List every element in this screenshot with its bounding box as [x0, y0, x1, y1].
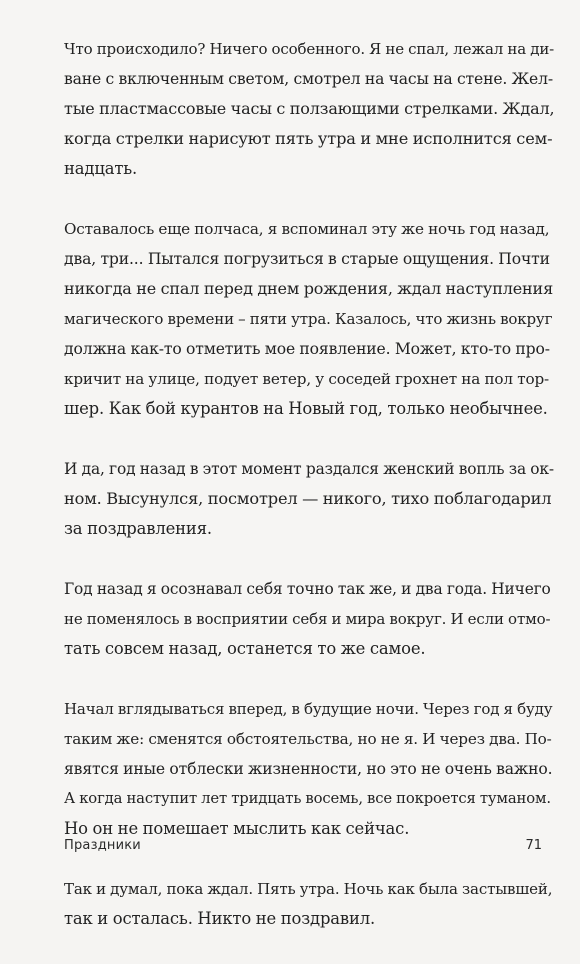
text-line: магического времени – пяти утра. Казалось, что жизнь вокруг	[64, 310, 553, 328]
text-line: за поздравления.	[64, 519, 212, 538]
text-line: Оставалось еще полчаса, я вспоминал эту же ночь год назад,	[64, 220, 550, 238]
text-line: Так и думал, пока ждал. Пять утра. Ночь как была застывшей,	[64, 880, 553, 898]
text-line: никогда не спал перед днем рождения, ждал наступления	[64, 279, 554, 298]
text-line: А когда наступит лет тридцать восемь, все покроется туманом.	[64, 790, 551, 807]
running-footer-title: Праздники	[64, 838, 141, 853]
text-line: Начал вглядываться вперед, в будущие ночи. Через год я буду	[64, 700, 553, 718]
text-line: ном. Высунулся, посмотрел — никого, тихо поблагодарил	[64, 489, 552, 508]
text-line: ване с включенным светом, смотрел на часы на стене. Жел-	[64, 70, 553, 88]
text-line: тать совсем назад, останется то же самое.	[64, 639, 426, 658]
text-line: должна как-то отметить мое появление. Может, кто-то про-	[64, 340, 550, 358]
text-line: таким же: сменятся обстоятельства, но не я. И через два. По-	[64, 730, 552, 748]
paragraph	[64, 214, 554, 424]
text-line: явятся иные отблески жизненности, но это не очень важно.	[64, 760, 553, 778]
body-text	[64, 34, 554, 964]
text-line: И да, год назад в этот момент раздался женский вопль за ок-	[64, 460, 554, 478]
text-line: шер. Как бой курантов на Новый год, только необычнее.	[64, 399, 548, 418]
text-line: надцать.	[64, 159, 138, 178]
paragraph	[64, 574, 554, 664]
text-line: тые пластмассовые часы с ползающими стрелками. Ждал,	[64, 99, 555, 118]
page-number: 71	[525, 838, 542, 853]
text-line: кричит на улице, подует ветер, у соседей грохнет на пол тор-	[64, 370, 549, 388]
text-line: Но он не помешает мыслить как сейчас.	[64, 819, 410, 838]
text-line: так и осталась. Никто не поздравил.	[64, 909, 376, 928]
paragraph	[64, 874, 554, 934]
paragraph	[64, 454, 554, 544]
text-line: Год назад я осознавал себя точно так же, и два года. Ничего	[64, 580, 551, 598]
text-line: не поменялось в восприятии себя и мира вокруг. И если отмо-	[64, 610, 551, 628]
text-line: когда стрелки нарисуют пять утра и мне исполнится сем-	[64, 129, 553, 148]
text-line: два, три... Пытался погрузиться в старые ощущения. Почти	[64, 250, 550, 268]
text-line: Что происходило? Ничего особенного. Я не спал, лежал на ди-	[64, 40, 555, 58]
paragraph	[64, 34, 554, 184]
paragraph	[64, 694, 554, 844]
